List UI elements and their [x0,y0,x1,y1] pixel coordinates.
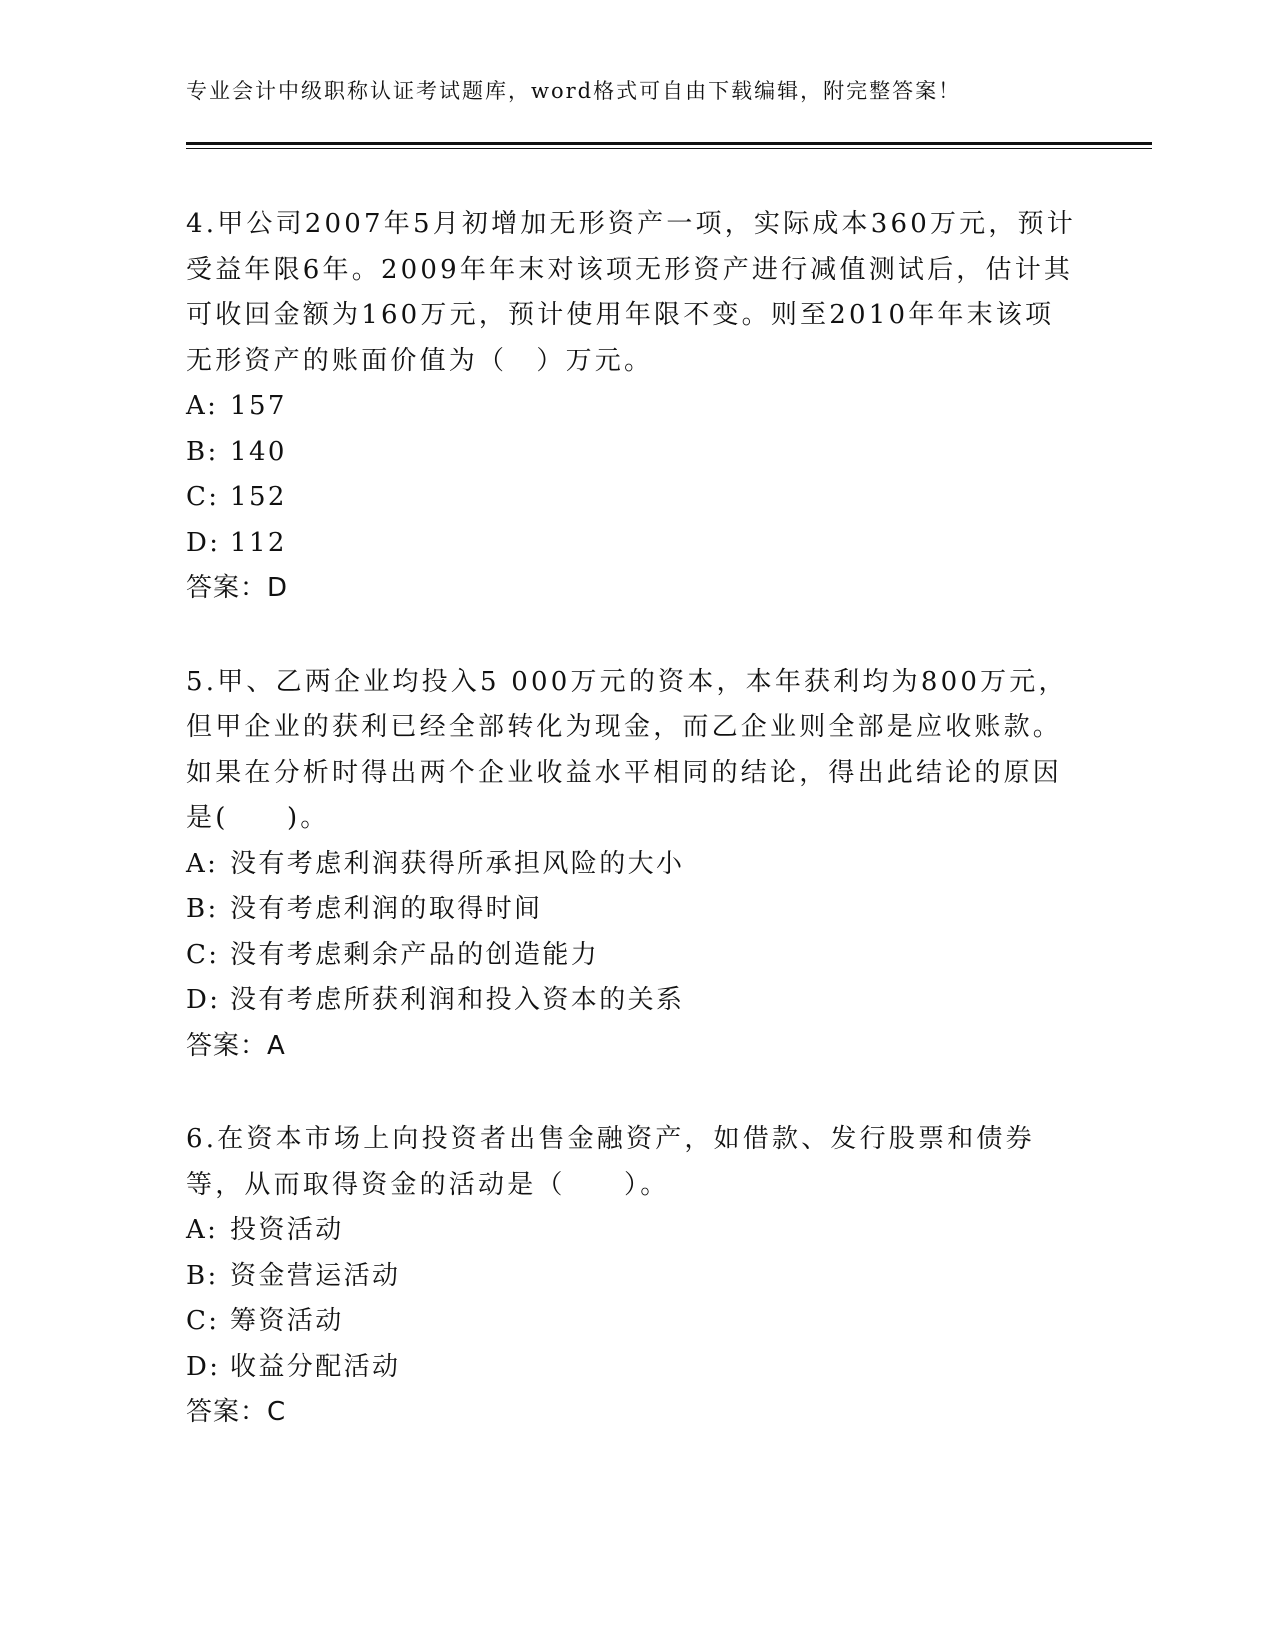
option-text: 没有考虑所获利润和投入资本的关系 [230,985,685,1015]
option-text: 112 [230,527,287,558]
option-d [186,978,1076,1024]
option-label: A: [186,391,219,421]
option-text: 152 [230,482,287,512]
option-label: D: [186,1351,221,1382]
option-c [186,933,1076,979]
option-d [186,521,1076,567]
option-b [186,887,1076,933]
option-d [186,1345,1076,1391]
option-text: 投资活动 [230,1215,344,1245]
option-text: 157 [230,391,287,421]
answer-line: 答案：A [186,1030,286,1061]
option-label: D: [186,985,221,1015]
option-text: 140 [230,436,287,467]
option-a [186,384,1076,430]
option-text: 资金营运活动 [230,1260,401,1291]
option-a [186,842,1076,888]
question-6 [186,1117,1076,1436]
question-stem: 5.甲、乙两企业均投入5 000万元的资本，本年获利均为800万元，但甲企业的获利已经全部转化为现金，而乙企业则全部是应收账款。如果在分析时得出两个企业收益水平相同的结论，得出此结论的原因是( )。 [186,666,1068,833]
question-stem: 6.在资本市场上向投资者出售金融资产，如借款、发行股票和债券等，从而取得资金的活动是（ ）。 [186,1124,1035,1200]
option-text: 筹资活动 [230,1306,344,1336]
option-label: A: [186,1215,219,1245]
option-label: C: [186,482,220,512]
option-label: D: [186,527,221,558]
option-text: 没有考虑剩余产品的创造能力 [230,939,600,970]
option-b [186,1254,1076,1300]
option-c [186,1299,1076,1345]
option-b [186,430,1076,476]
question-5 [186,660,1076,1070]
option-label: B: [186,436,219,467]
option-label: C: [186,939,220,970]
option-a [186,1208,1076,1254]
question-4 [186,202,1076,612]
option-label: A: [186,848,219,879]
option-label: B: [186,1260,219,1291]
option-text: 收益分配活动 [230,1351,401,1382]
option-c [186,475,1076,521]
option-label: C: [186,1306,220,1336]
page-header: 专业会计中级职称认证考试题库，word格式可自由下载编辑，附完整答案！ [186,79,962,103]
question-stem: 4.甲公司2007年5月初增加无形资产一项，实际成本360万元，预计受益年限6年。2009年年末对该项无形资产进行减值测试后，估计其可收回金额为160万元，预计使用年限不变。则至2010年年末该项无形资产的账面价值为（ ）万元。 [186,209,1076,376]
option-label: B: [186,894,219,924]
option-text: 没有考虑利润获得所承担风险的大小 [230,848,685,879]
answer-line: 答案：D [186,573,289,603]
answer-line: 答案：C [186,1397,287,1427]
option-text: 没有考虑利润的取得时间 [230,894,543,924]
header-divider [186,142,1152,149]
question-list [186,202,1076,1484]
